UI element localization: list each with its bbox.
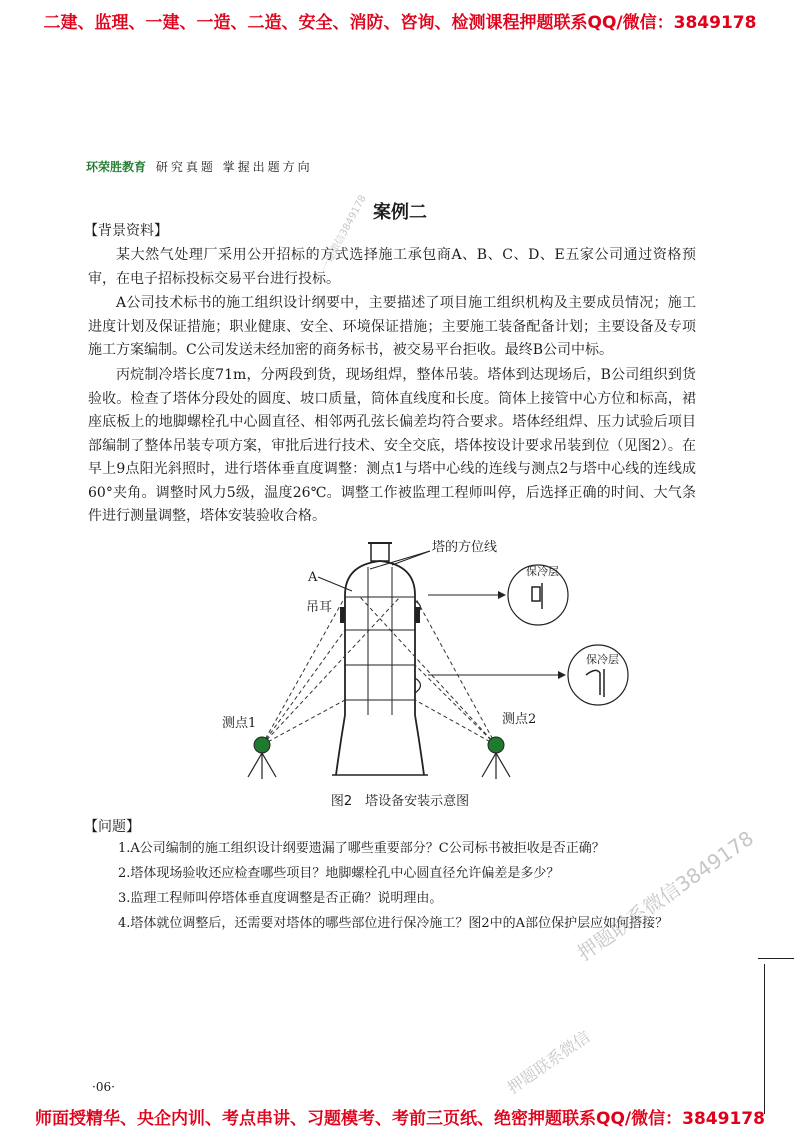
- tower-skirt: [336, 715, 424, 775]
- watermark: 押题联系微信3849178: [572, 825, 758, 966]
- label-measuring-point-1: 测点1: [222, 716, 257, 731]
- tower-top-nozzle: [371, 543, 389, 561]
- label-measuring-point-2: 测点2: [502, 712, 537, 727]
- page-number: ·06·: [92, 1080, 115, 1094]
- label-lifting-lug: 吊耳: [306, 600, 333, 615]
- measuring-point-1-marker: [254, 737, 270, 753]
- tower-installation-figure: [0, 535, 800, 790]
- margin-rule-vertical: [764, 964, 765, 1114]
- background-paragraph-3: 丙烷制冷塔长度71m，分两段到货，现场组焊，整体吊装。塔体到达现场后，B公司组织到货验收。检查了塔体分段处的圆度、坡口质量，筒体直线度和长度。筒体上接管中心方位和标高，裙座底板上的地脚螺栓孔中心圆直径、相邻两孔弦长偏差均符合要求。塔体经组焊、压力试验后项目部编制了整体吊装专项方案，审批后进行技术、安全交底，塔体按设计要求吊装到位（见图2）。在早上9点阳光斜照时，进行塔体垂直度调整：测点1与塔中心线的连线与测点2与塔中心线的连线成60°夹角。调整时风力5级，温度26℃。调整工作被监理工程师叫停，后选择正确的时间、大气条件进行测量调整，塔体安装验收合格。: [88, 367, 696, 524]
- background-paragraph-1: 某大然气处理厂采用公开招标的方式选择施工承包商A、B、C、D、E五家公司通过资格预审，在电子招标投标交易平台进行投标。: [88, 247, 696, 287]
- background-paragraph-2: A公司技术标书的施工组织设计纲要中，主要描述了项目施工组织机构及主要成员情况；施工进度计划及保证措施；职业健康、安全、环境保证措施；主要施工装备配备计划；主要设备及专项施工方案编制。C公司发送未经加密的商务标书，被交易平台拒收。最终B公司中标。: [88, 295, 696, 358]
- questions-label: 【问题】: [84, 819, 140, 835]
- case-title: 案例二: [373, 202, 427, 223]
- figure-caption: 图2 塔设备安装示意图: [330, 794, 470, 809]
- watermark: 一建微信3849178: [319, 193, 369, 274]
- label-insulation-1: 保冷层: [526, 565, 559, 578]
- label-a: A: [308, 570, 318, 585]
- question-item: 3.监理工程师叫停塔体垂直度调整是否正确？说明理由。: [118, 891, 443, 906]
- label-insulation-2: 保冷层: [586, 653, 619, 666]
- brand-logo-text: 环荣胜教育: [86, 160, 147, 174]
- bottom-promo-banner: 师面授精华、央企内训、考点串讲、习题模考、考前三页纸、绝密押题联系QQ/微信：3849178: [35, 1109, 765, 1129]
- measuring-point-2-marker: [488, 737, 504, 753]
- header-motto: 研究真题 掌握出题方向: [155, 160, 313, 174]
- margin-rule: [758, 958, 794, 959]
- background-label: 【背景资料】: [84, 223, 168, 239]
- page-header: [86, 158, 313, 175]
- question-item: 1.A公司编制的施工组织设计纲要遗漏了哪些重要部分？C公司标书被拒收是否正确？: [118, 841, 605, 856]
- watermark: 押题联系微信: [503, 1027, 594, 1098]
- question-item: 4.塔体就位调整后，还需要对塔体的哪些部位进行保冷施工？图2中的A部位保护层应如何搭接？: [118, 916, 669, 931]
- lifting-lug-left: [340, 607, 345, 623]
- question-item: 2.塔体现场验收还应检查哪些项目？地脚螺栓孔中心圆直径允许偏差是多少？: [118, 866, 560, 881]
- label-azimuth-line: 塔的方位线: [432, 540, 498, 555]
- top-promo-banner: 二建、监理、一建、一造、二造、安全、消防、咨询、检测课程押题联系QQ/微信：3849178: [43, 13, 757, 33]
